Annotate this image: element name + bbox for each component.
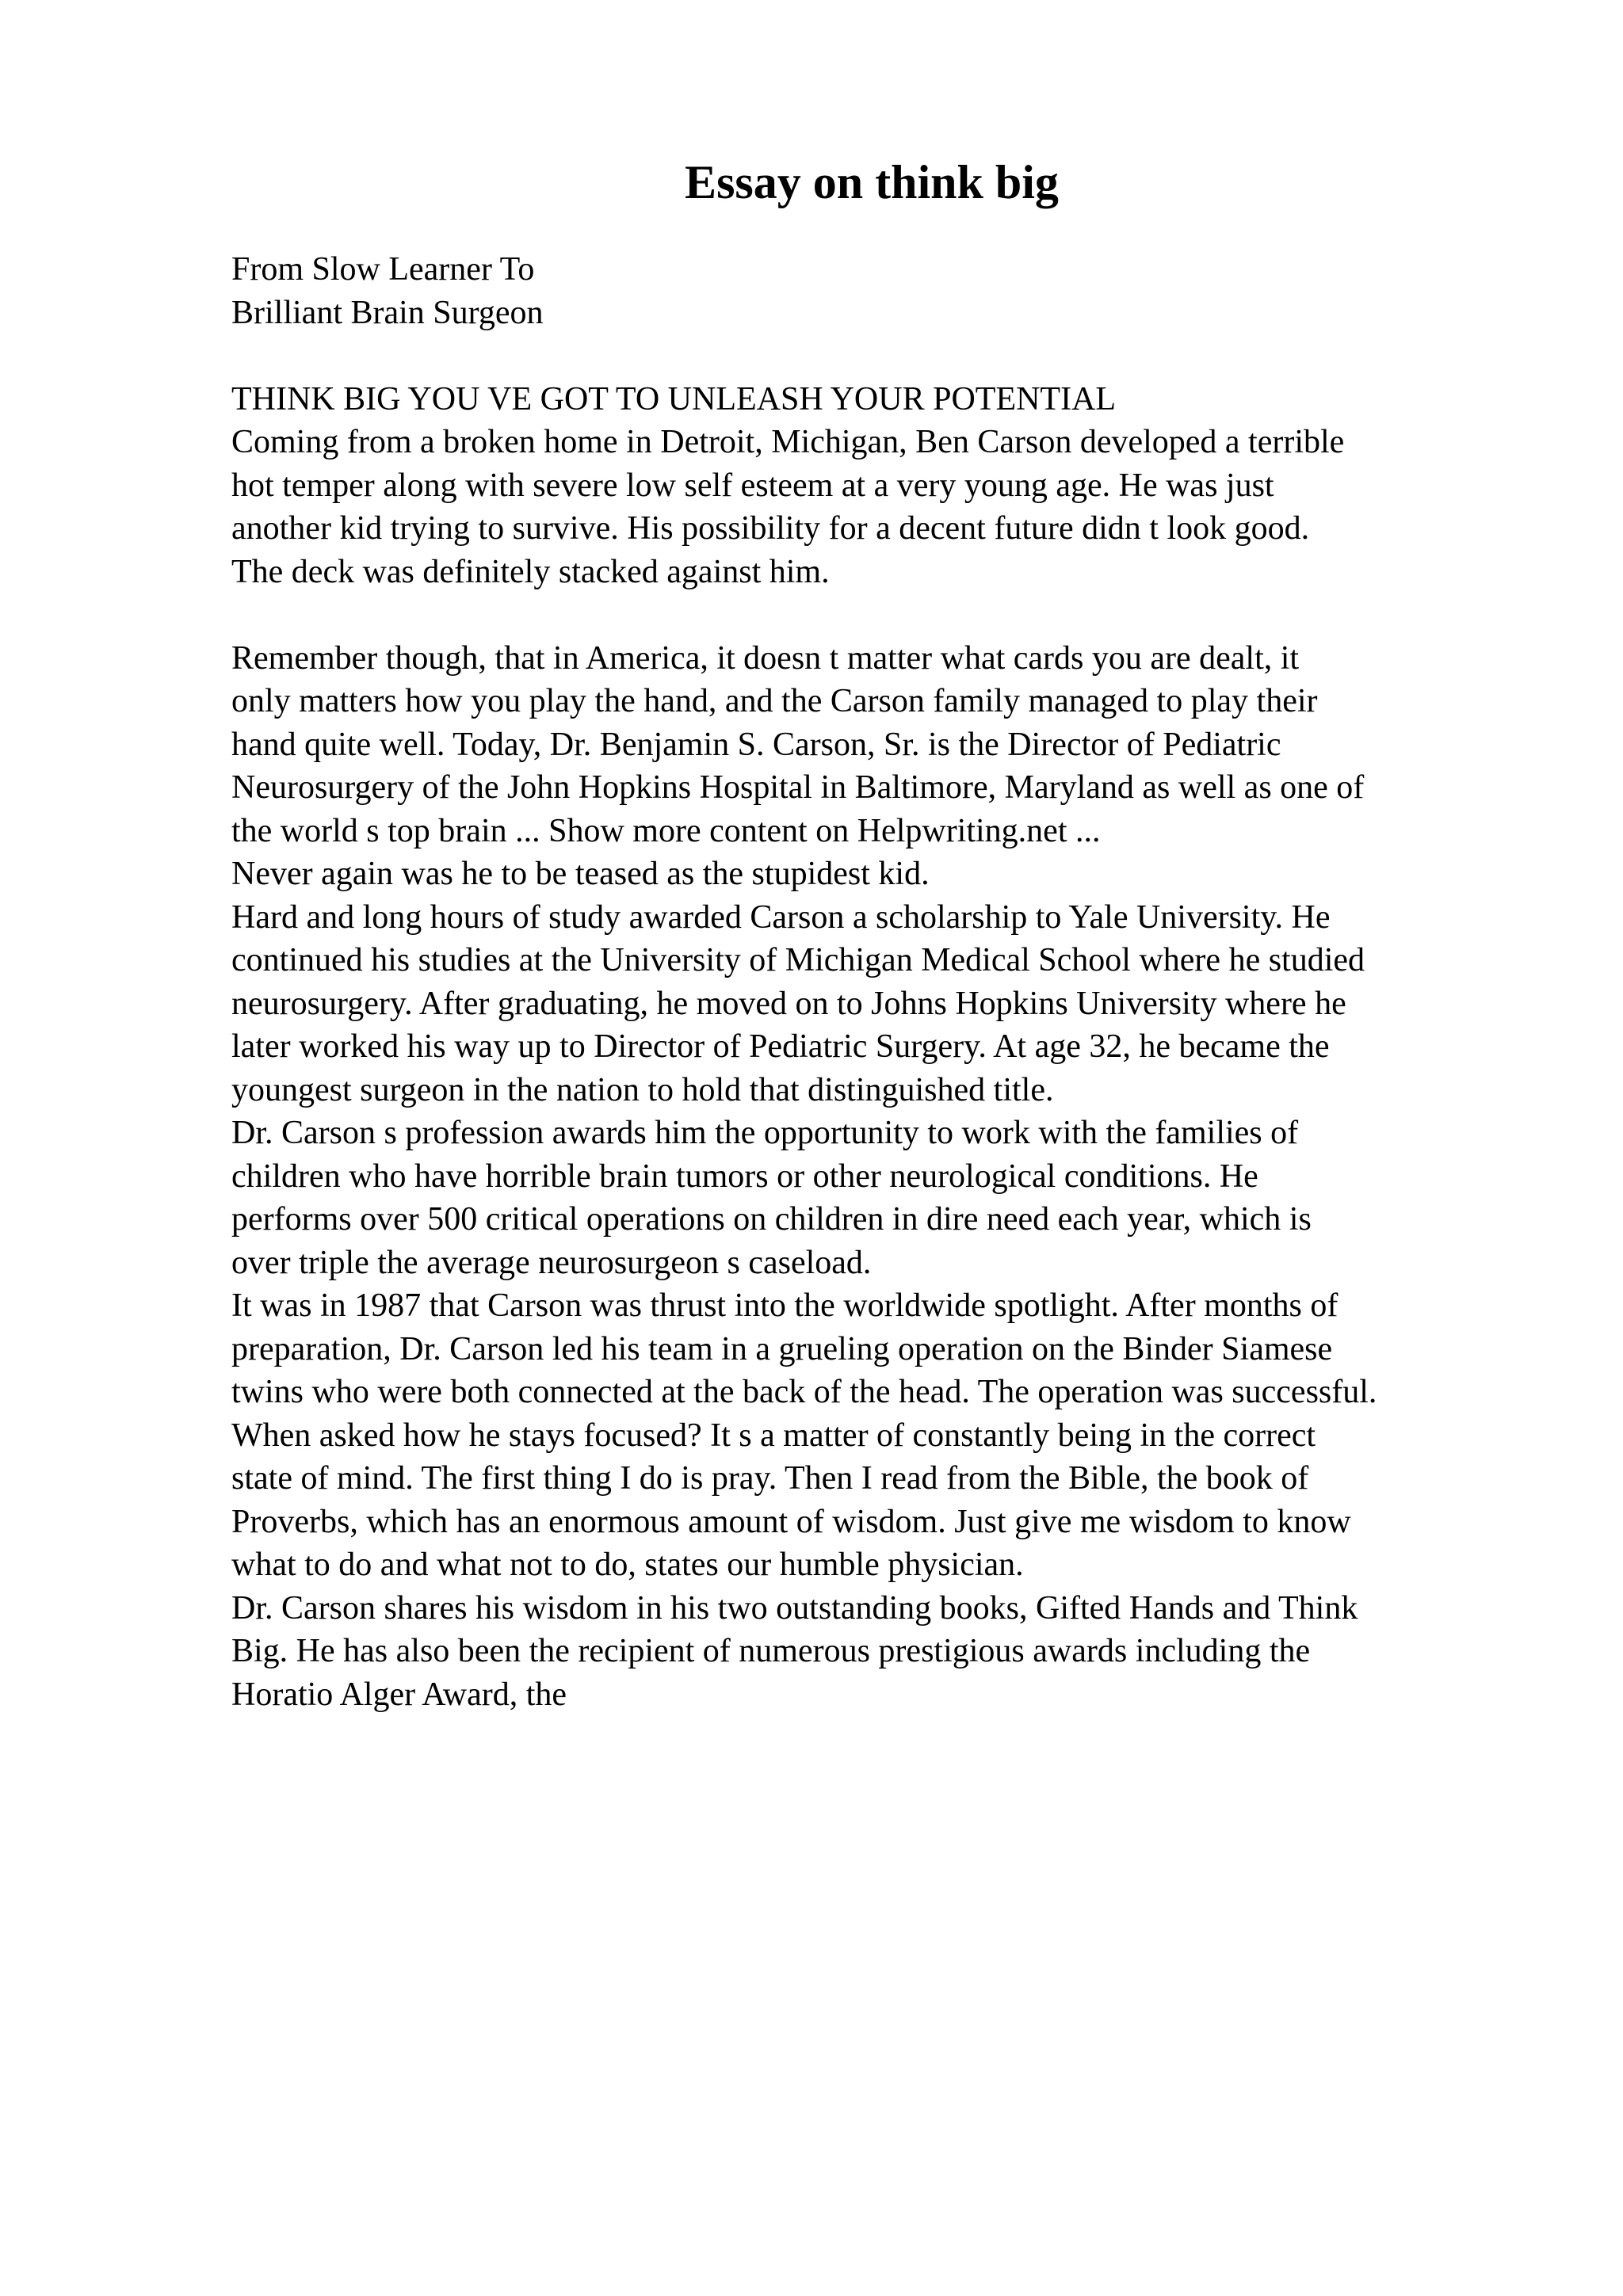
text-line: Dr. Carson s profession awards him the opportunity to work with the families of	[231, 1115, 1299, 1151]
text-line: twins who were both connected at the back of the head. The operation was successful.	[231, 1374, 1377, 1410]
document-title: Essay on think big	[685, 156, 1059, 208]
paragraph-spacer	[231, 334, 1547, 378]
text-line: The deck was definitely stacked against him.	[231, 553, 830, 590]
paragraph-spacer	[231, 593, 1547, 637]
text-line: Never again was he to be teased as the stupidest kid.	[231, 856, 930, 892]
text-line: over triple the average neurosurgeon s caseload.	[231, 1244, 872, 1281]
text-line: Coming from a broken home in Detroit, Michigan, Ben Carson developed a terrible	[231, 424, 1345, 460]
text-line: continued his studies at the University of Michigan Medical School where he studied	[231, 942, 1365, 978]
text-line: another kid trying to survive. His possibility for a decent future didn t look good.	[231, 510, 1310, 547]
document-body	[231, 248, 1547, 1716]
text-line: state of mind. The first thing I do is pray. Then I read from the Bible, the book of	[231, 1460, 1309, 1497]
text-line: hand quite well. Today, Dr. Benjamin S. Carson, Sr. is the Director of Pediatric	[231, 726, 1281, 763]
text-line: neurosurgery. After graduating, he moved on to Johns Hopkins University where he	[231, 985, 1346, 1022]
text-line: Remember though, that in America, it doesn t matter what cards you are dealt, it	[231, 639, 1300, 677]
text-line: Big. He has also been the recipient of numerous prestigious awards including the	[231, 1633, 1311, 1669]
text-line: youngest surgeon in the nation to hold that distinguished title.	[231, 1071, 1054, 1108]
text-line: children who have horrible brain tumors or other neurological conditions. He	[231, 1158, 1258, 1195]
text-line: what to do and what not to do, states our humble physician.	[231, 1547, 1024, 1583]
text-line: later worked his way up to Director of Pediatric Surgery. At age 32, he became the	[231, 1028, 1330, 1065]
text-line: Horatio Alger Award, the	[231, 1676, 567, 1713]
text-line: performs over 500 critical operations on children in dire need each year, which is	[231, 1201, 1312, 1238]
text-line: the world s top brain ... Show more content on Helpwriting.net ...	[231, 812, 1101, 849]
text-line: Neurosurgery of the John Hopkins Hospital in Baltimore, Maryland as well as one of	[231, 769, 1365, 806]
section-heading: THINK BIG YOU VE GOT TO UNLEASH YOUR POTENTIAL	[231, 380, 1117, 418]
subtitle-line: Brilliant Brain Surgeon	[231, 294, 544, 331]
text-line: only matters how you play the hand, and the Carson family managed to play their	[231, 683, 1318, 719]
text-line: hot temper along with severe low self esteem at a very young age. He was just	[231, 467, 1274, 504]
text-line: preparation, Dr. Carson led his team in a grueling operation on the Binder Siamese	[231, 1330, 1333, 1367]
text-line: It was in 1987 that Carson was thrust into the worldwide spotlight. After months of	[231, 1287, 1338, 1324]
text-line: Proverbs, which has an enormous amount of wisdom. Just give me wisdom to know	[231, 1503, 1351, 1540]
subtitle-line: From Slow Learner To	[231, 251, 535, 288]
text-line: When asked how he stays focused? It s a matter of constantly being in the correct	[231, 1417, 1316, 1454]
text-line: Dr. Carson shares his wisdom in his two outstanding books, Gifted Hands and Think	[231, 1589, 1358, 1627]
text-line: Hard and long hours of study awarded Carson a scholarship to Yale University. He	[231, 898, 1331, 936]
